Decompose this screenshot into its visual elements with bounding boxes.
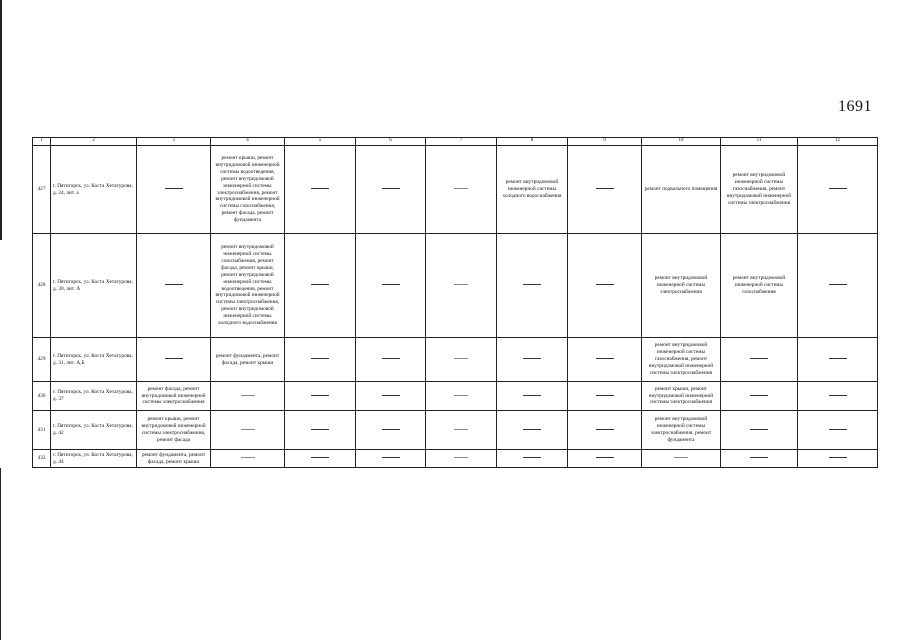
dash-mark — [311, 457, 329, 458]
column-number-cell: 7 — [426, 138, 497, 146]
empty-dash-cell — [285, 338, 356, 382]
empty-dash-cell — [426, 382, 497, 411]
work-type-cell — [137, 382, 211, 411]
empty-dash-cell — [798, 234, 878, 338]
empty-dash-cell — [356, 382, 426, 411]
dash-mark — [241, 395, 255, 396]
address-cell: г. Пятигорск, ул. Коста Хетагурова, д. 24, лит. а — [51, 146, 137, 234]
dash-mark — [523, 457, 541, 458]
dash-mark — [829, 457, 847, 458]
dash-mark — [523, 284, 541, 285]
dash-mark — [596, 188, 614, 189]
empty-dash-cell — [798, 450, 878, 468]
empty-dash-cell — [721, 411, 798, 450]
empty-dash-cell — [721, 338, 798, 382]
row-number: 431 — [33, 411, 51, 450]
empty-dash-cell — [426, 234, 497, 338]
empty-dash-cell — [356, 234, 426, 338]
dash-mark — [596, 457, 614, 458]
dash-mark — [382, 395, 400, 396]
address-cell: г. Пятигорск, ул. Коста Хетагурова, д. 42 — [51, 411, 137, 450]
dash-mark — [454, 284, 468, 285]
work-type-cell — [642, 146, 721, 234]
empty-dash-cell — [211, 382, 285, 411]
dash-mark — [382, 284, 400, 285]
dash-mark — [750, 429, 768, 430]
dash-mark — [311, 395, 329, 396]
address-cell: г. Пятигорск, ул. Коста Хетагурова, д. 37 — [51, 382, 137, 411]
column-number-cell: 3 — [137, 138, 211, 146]
table-row — [33, 146, 878, 234]
dash-mark — [165, 188, 183, 189]
work-type-text: ремонт внутридомовой инженерной системы газоснабжения, ремонт фасада, ремонт крыши, ремонт внутридомовой инженерной системы водоотведения, ремонт внутридомовой инженерной системы электроснабжения, ремонт внутридомовой инженерной системы холодного водоснабжения — [215, 243, 280, 327]
work-type-cell — [211, 146, 285, 234]
empty-dash-cell — [137, 146, 211, 234]
work-type-cell — [642, 411, 721, 450]
dash-mark — [382, 358, 400, 359]
work-type-text: ремонт внутридомовой инженерной системы электроснабжения — [654, 275, 708, 295]
empty-dash-cell — [356, 338, 426, 382]
dash-mark — [454, 188, 468, 189]
table-row — [33, 450, 878, 468]
work-type-cell — [211, 234, 285, 338]
empty-dash-cell — [568, 450, 642, 468]
column-number-cell: 11 — [721, 138, 798, 146]
dash-mark — [241, 457, 255, 458]
dash-mark — [829, 188, 847, 189]
empty-dash-cell — [285, 382, 356, 411]
page-number: 1691 — [838, 98, 872, 115]
dash-mark — [241, 429, 255, 430]
dash-mark — [454, 457, 468, 458]
column-number-cell: 12 — [798, 138, 878, 146]
empty-dash-cell — [798, 338, 878, 382]
empty-dash-cell — [137, 234, 211, 338]
empty-dash-cell — [497, 450, 568, 468]
row-number: 428 — [33, 234, 51, 338]
dash-mark — [165, 284, 183, 285]
table-row — [33, 234, 878, 338]
empty-dash-cell — [356, 411, 426, 450]
dash-mark — [596, 395, 614, 396]
work-type-cell — [137, 450, 211, 468]
column-number-cell: 2 — [51, 138, 137, 146]
dash-mark — [750, 395, 768, 396]
scan-edge-line — [0, 0, 2, 240]
dash-mark — [829, 284, 847, 285]
dash-mark — [523, 358, 541, 359]
empty-dash-cell — [642, 450, 721, 468]
dash-mark — [311, 358, 329, 359]
address-cell: г. Пятигорск, ул. Коста Хетагурова, д. 30, лит. А — [51, 234, 137, 338]
address-cell: г. Пятигорск, ул. Коста Хетагурова, д. 31, лит. А,Б — [51, 338, 137, 382]
empty-dash-cell — [798, 382, 878, 411]
work-type-text: ремонт подвального помещения — [644, 186, 718, 192]
work-type-text: ремонт внутридомовой инженерной системы газоснабжения, ремонт внутридомовой инженерной системы электроснабжения — [726, 172, 792, 206]
table-row — [33, 411, 878, 450]
dash-mark — [674, 457, 688, 458]
work-type-text: ремонт внутридомовой инженерной системы электроснабжения, ремонт фундамента — [650, 416, 712, 443]
dash-mark — [454, 358, 468, 359]
empty-dash-cell — [211, 411, 285, 450]
table-row — [33, 338, 878, 382]
empty-dash-cell — [426, 338, 497, 382]
dash-mark — [311, 284, 329, 285]
empty-dash-cell — [568, 411, 642, 450]
empty-dash-cell — [568, 234, 642, 338]
dash-mark — [829, 358, 847, 359]
work-type-cell — [497, 146, 568, 234]
dash-mark — [454, 429, 468, 430]
empty-dash-cell — [798, 411, 878, 450]
dash-mark — [829, 429, 847, 430]
work-type-text: ремонт крыши, ремонт внутридомовой инженерной системы электроснабжения, ремонт фасада — [141, 416, 206, 443]
empty-dash-cell — [497, 382, 568, 411]
column-number-cell: 9 — [568, 138, 642, 146]
dash-mark — [311, 188, 329, 189]
work-type-text: ремонт фундамента, ремонт фасада, ремонт крыши — [141, 451, 206, 465]
empty-dash-cell — [721, 382, 798, 411]
empty-dash-cell — [356, 146, 426, 234]
row-number: 429 — [33, 338, 51, 382]
empty-dash-cell — [285, 450, 356, 468]
empty-dash-cell — [211, 450, 285, 468]
column-number-cell: 10 — [642, 138, 721, 146]
register-table — [32, 137, 878, 468]
empty-dash-cell — [568, 382, 642, 411]
dash-mark — [523, 429, 541, 430]
empty-dash-cell — [137, 338, 211, 382]
empty-dash-cell — [497, 411, 568, 450]
work-type-cell — [137, 411, 211, 450]
work-type-cell — [211, 338, 285, 382]
work-type-cell — [721, 234, 798, 338]
dash-mark — [382, 429, 400, 430]
row-number: 432 — [33, 450, 51, 468]
column-number-row — [33, 138, 878, 146]
work-type-cell — [642, 234, 721, 338]
empty-dash-cell — [568, 146, 642, 234]
work-type-text: ремонт крыши, ремонт внутридомовой инженерной системы электроснабжения — [648, 385, 714, 406]
row-number: 430 — [33, 382, 51, 411]
dash-mark — [829, 395, 847, 396]
dash-mark — [165, 358, 183, 359]
work-type-text: ремонт внутридомовой инженерной системы газоснабжения, ремонт внутридомовой инженерной системы электроснабжения — [648, 342, 714, 376]
work-type-cell — [721, 146, 798, 234]
empty-dash-cell — [568, 338, 642, 382]
dash-mark — [311, 429, 329, 430]
work-type-text: ремонт внутридомовой инженерной системы газоснабжения — [732, 275, 786, 295]
empty-dash-cell — [285, 411, 356, 450]
empty-dash-cell — [798, 146, 878, 234]
work-type-cell — [642, 382, 721, 411]
dash-mark — [523, 395, 541, 396]
column-number-cell: 5 — [285, 138, 356, 146]
column-number-cell: 4 — [211, 138, 285, 146]
dash-mark — [382, 457, 400, 458]
empty-dash-cell — [356, 450, 426, 468]
column-number-cell: 8 — [497, 138, 568, 146]
empty-dash-cell — [426, 411, 497, 450]
row-number: 427 — [33, 146, 51, 234]
scan-edge-line — [0, 468, 1, 640]
work-type-text: ремонт фасада, ремонт внутридомовой инженерной системы электроснабжения — [141, 385, 206, 406]
work-type-cell — [642, 338, 721, 382]
dash-mark — [750, 457, 768, 458]
dash-mark — [750, 358, 768, 359]
work-type-text: ремонт крыши, ремонт внутридомовой инженерной системы водоотведения, ремонт внутридомовой инженерной системы электроснабжения, ремонт внутридомовой инженерной системы газоснабжения, ремонт фасада, ремонт фундамента — [215, 154, 280, 224]
work-type-text: ремонт внутридомовой инженерной системы холодного водоснабжения — [502, 179, 562, 199]
empty-dash-cell — [426, 450, 497, 468]
column-number-cell: 6 — [356, 138, 426, 146]
column-number-cell: 1 — [33, 138, 51, 146]
work-type-text: ремонт фундамента, ремонт фасада, ремонт крыши — [215, 352, 280, 366]
empty-dash-cell — [285, 146, 356, 234]
empty-dash-cell — [721, 450, 798, 468]
empty-dash-cell — [285, 234, 356, 338]
empty-dash-cell — [426, 146, 497, 234]
empty-dash-cell — [497, 234, 568, 338]
dash-mark — [596, 284, 614, 285]
dash-mark — [454, 395, 468, 396]
dash-mark — [596, 358, 614, 359]
address-cell: г. Пятигорск, ул. Коста Хетагурова, д. 44 — [51, 450, 137, 468]
dash-mark — [382, 188, 400, 189]
table-row — [33, 382, 878, 411]
dash-mark — [596, 429, 614, 430]
empty-dash-cell — [497, 338, 568, 382]
